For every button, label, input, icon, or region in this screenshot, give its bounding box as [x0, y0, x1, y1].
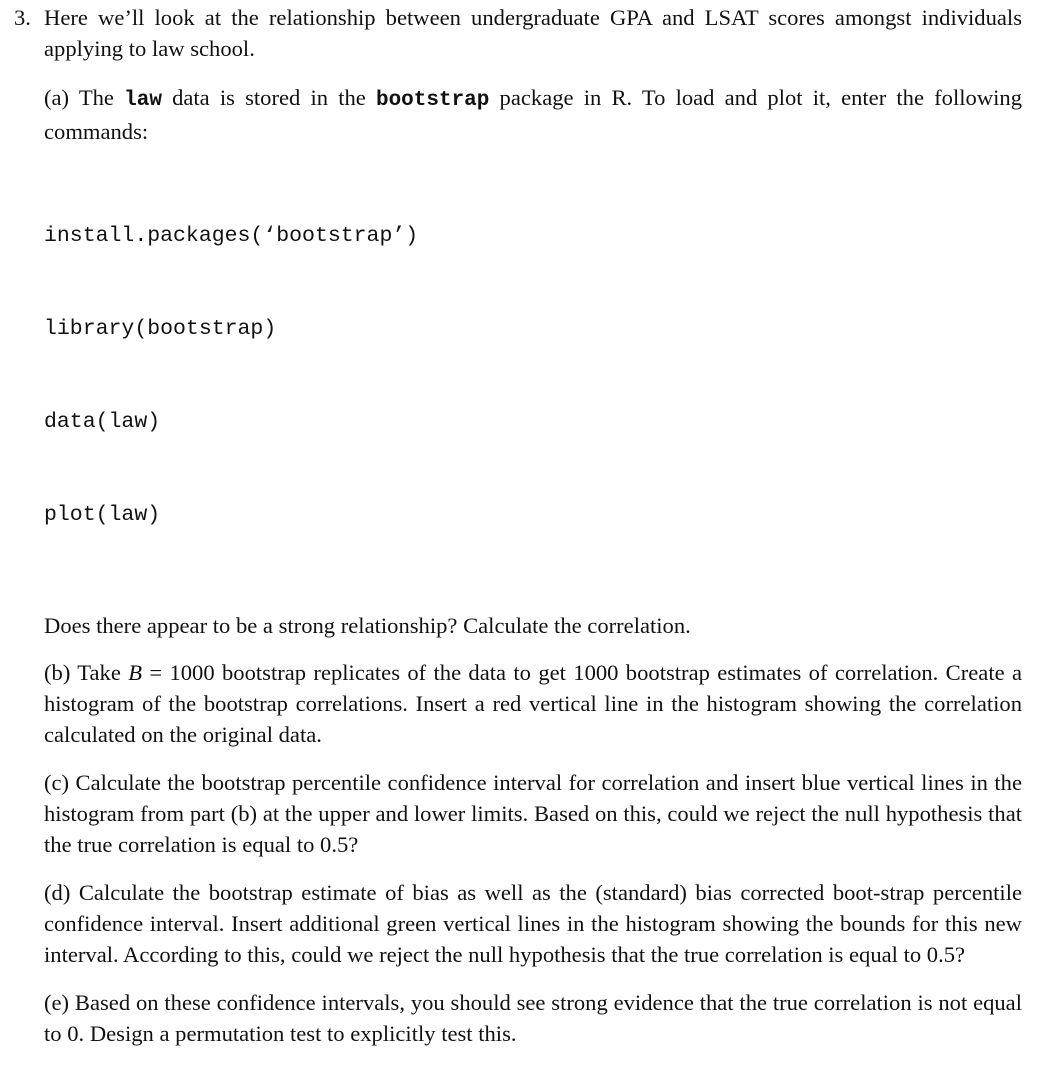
code-line: plot(law): [44, 503, 161, 527]
problem-3: [14, 2, 1022, 1066]
part-a-label: (a): [44, 85, 70, 110]
part-b-text-1: Take: [70, 660, 129, 685]
part-a-text-1: The: [69, 85, 125, 110]
part-a-text-2: data is stored in the: [161, 85, 376, 110]
code-block: [44, 159, 1022, 593]
problem-number: 3.: [14, 5, 31, 30]
problem-intro: Here we’ll look at the relationship between undergraduate GPA and LSAT scores amongst individuals applying to law school.: [44, 5, 1022, 61]
part-a-question: Does there appear to be a strong relationship? Calculate the correlation.: [44, 613, 691, 638]
part-d-body: Calculate the bootstrap estimate of bias as well as the (standard) bias corrected boot-strap percentile confidence interval. Insert additional green vertical lines in the histogram showing the bounds for this new interval. According to this, could we reject the null hypothesis that the true correlation is equal to 0.5?: [44, 880, 1022, 967]
part-c-body: Calculate the bootstrap percentile confidence interval for correlation and insert blue vertical lines in the histogram from part (b) at the upper and lower limits. Based on this, could we reject the null hypothesis that the true correlation is equal to 0.5?: [44, 770, 1022, 857]
part-c-label: (c): [44, 770, 70, 795]
problem-body: [44, 2, 1022, 1066]
part-a-text-3: package in R. To load and plot it, enter the following commands:: [44, 85, 1023, 144]
part-d-label: (d): [44, 880, 71, 905]
part-b-label: (b): [44, 660, 71, 685]
math-var-b: B: [128, 660, 143, 685]
part-e-label: (e): [44, 990, 70, 1015]
part-b-text-2: = 1000 bootstrap replicates of the data to get 1000 bootstrap estimates of correlation. Create a histogram of the bootstrap correlations. Insert a red vertical line in the histogram showing the correlation calculated on the original data.: [44, 660, 1022, 747]
part-e-text: [44, 987, 1022, 1049]
part-e-body: Based on these confidence intervals, you should see strong evidence that the true correlation is not equal to 0. Design a permutation test to explicitly test this.: [44, 990, 1022, 1046]
part-c-text: [44, 767, 1022, 860]
part-d-text: [44, 877, 1022, 970]
part-a-text: [44, 82, 1022, 147]
code-line: data(law): [44, 410, 161, 434]
part-b-text: [44, 657, 1022, 750]
code-law: law: [124, 89, 162, 112]
code-line: install.packages(‘bootstrap’): [44, 224, 419, 248]
code-bootstrap: bootstrap: [375, 89, 490, 112]
code-line: library(bootstrap): [44, 317, 277, 341]
